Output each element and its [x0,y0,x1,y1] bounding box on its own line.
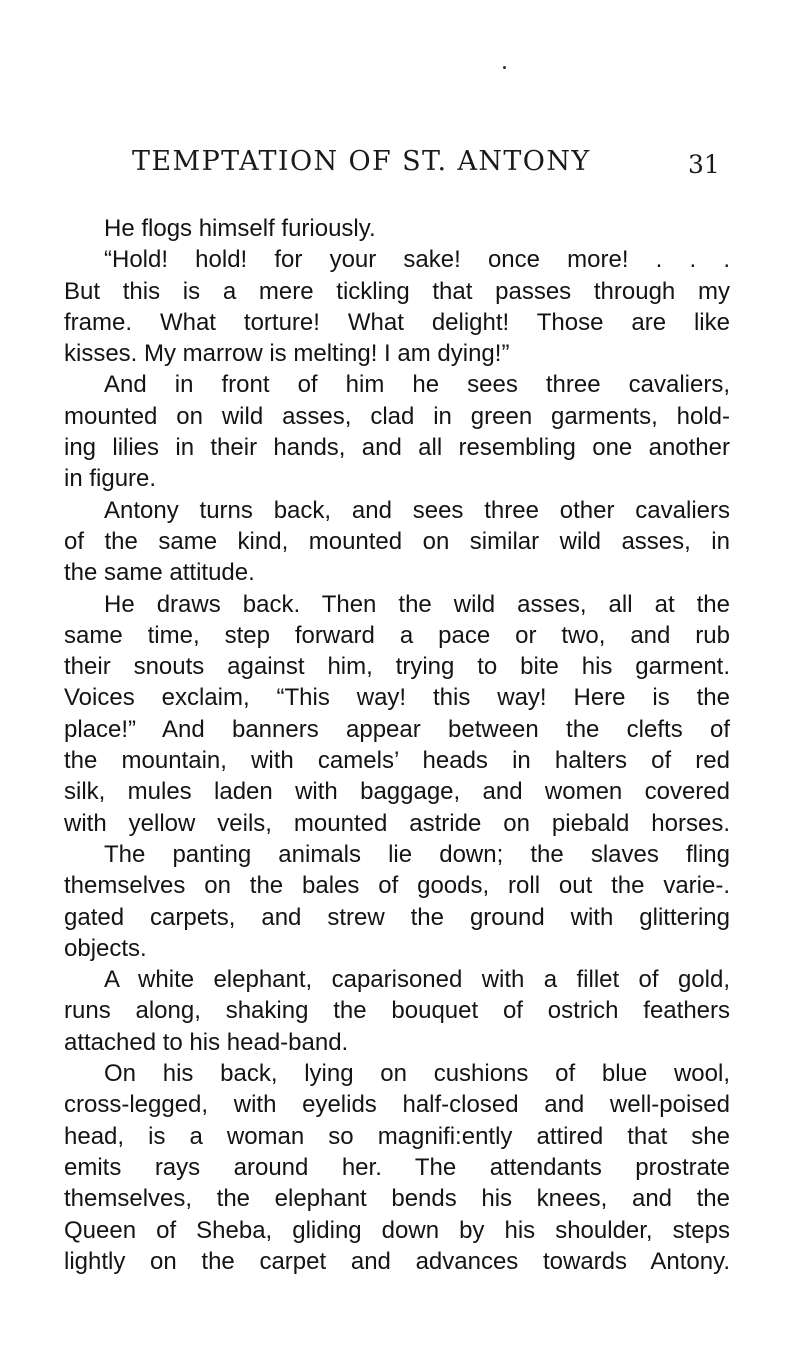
text-line: He flogs himself furiously. [104,215,376,242]
paragraph [64,839,730,964]
text-line: same time, step forward a pace or two, and rub [64,621,730,649]
page-number: 31 [688,150,720,179]
text-line: themselves on the bales of goods, roll out the varie-. [64,872,730,900]
text-line: in figure. [64,465,157,493]
paragraph [64,1058,730,1277]
text-line: the mountain, with camels’ heads in halters of red [64,747,730,775]
paragraph [64,964,730,1058]
text-line: head, is a woman so magnifi:ently attired that she [64,1122,730,1150]
text-line: runs along, shaking the bouquet of ostrich feathers [64,997,730,1025]
text-line: emits rays around her. The attendants prostrate [64,1153,730,1181]
body-text [64,213,730,1277]
paragraph [64,213,730,244]
text-line: place!” And banners appear between the clefts of [64,715,730,743]
text-line: The panting animals lie down; the slaves fling [104,840,730,868]
text-line: Queen of Sheba, gliding down by his shoulder, steps [64,1216,730,1244]
text-line: ing lilies in their hands, and all resembling one another [64,434,730,462]
text-line: mounted on wild asses, clad in green garments, hold- [64,402,730,430]
page-header [132,146,732,186]
text-line: their snouts against him, trying to bite his garment. [64,653,730,681]
paragraph [64,589,730,839]
text-line: silk, mules laden with baggage, and women covered [64,778,730,806]
text-line: kisses. My marrow is melting! I am dying!” [64,340,510,368]
text-line: But this is a mere tickling that passes through my [64,277,730,305]
text-line: lightly on the carpet and advances towards Antony. [64,1247,730,1275]
running-title: TEMPTATION OF ST. ANTONY [132,146,591,177]
paragraph [64,244,730,369]
text-line: He draws back. Then the wild asses, all at the [104,590,730,618]
text-line: themselves, the elephant bends his knees, and the [64,1185,730,1213]
paragraph [64,369,730,494]
text-line: attached to his head-band. [64,1028,349,1056]
text-line: On his back, lying on cushions of blue wool, [104,1060,730,1088]
text-line: with yellow veils, mounted astride on piebald horses. [64,809,730,837]
text-line: “Hold! hold! for your sake! once more! . . . [104,246,730,274]
text-line: the same attitude. [64,559,255,587]
ink-speck [503,66,506,69]
text-line: objects. [64,934,147,962]
paragraph [64,495,730,589]
text-line: cross-legged, with eyelids half-closed and well-poised [64,1091,730,1119]
text-line: of the same kind, mounted on similar wild asses, in [64,527,730,555]
text-line: And in front of him he sees three cavaliers, [104,371,730,399]
text-line: frame. What torture! What delight! Those are like [64,308,730,336]
text-line: Voices exclaim, “This way! this way! Here is the [64,684,730,712]
text-line: Antony turns back, and sees three other cavaliers [104,496,730,524]
text-line: A white elephant, caparisoned with a fillet of gold, [104,966,730,994]
text-line: gated carpets, and strew the ground with glittering [64,903,730,931]
